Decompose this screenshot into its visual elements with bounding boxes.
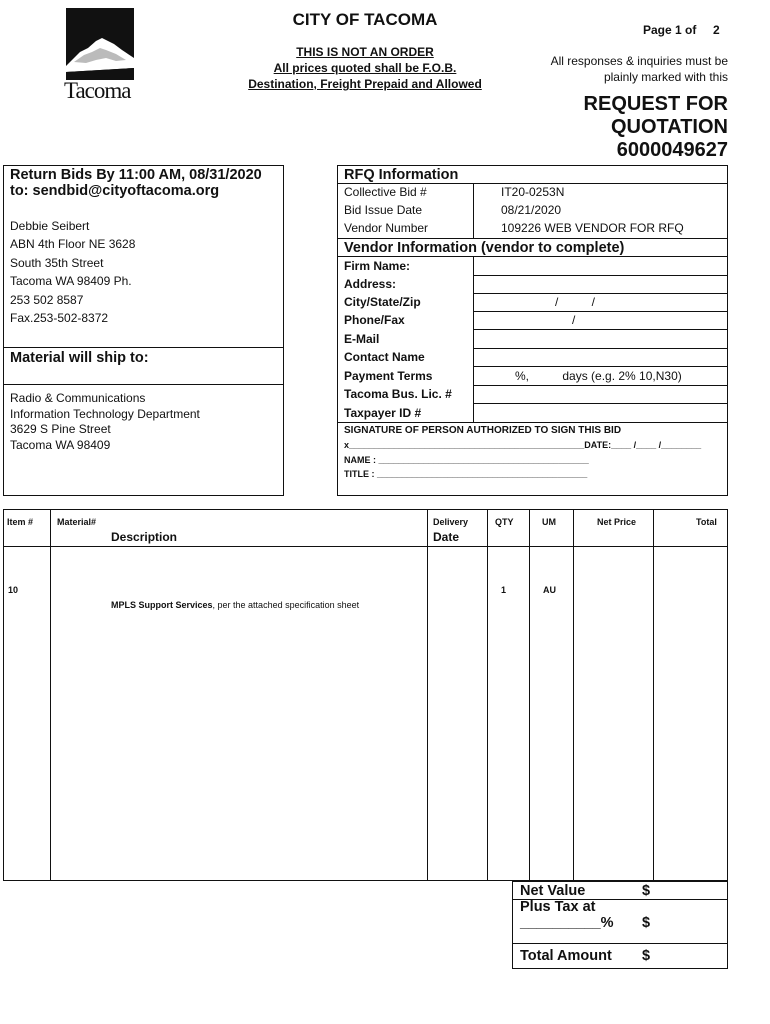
divider (337, 183, 728, 184)
phone-fax-field[interactable]: / (572, 313, 576, 327)
item-number-cell: 10 (8, 585, 19, 595)
ship-to-line: Radio & Communications (10, 391, 146, 405)
name-line[interactable]: NAME : __________________________________________ (344, 455, 589, 465)
rfq-title-line1: REQUEST FOR (583, 93, 728, 115)
inquiries-note-2: plainly marked with this (603, 70, 728, 84)
tax-rate-field[interactable]: __________% (520, 915, 614, 931)
rfq-info-label: Bid Issue Date (344, 203, 423, 217)
city-state-zip-label: City/State/Zip (344, 295, 421, 309)
material-header: Material# (57, 517, 97, 527)
column-divider (487, 509, 488, 881)
email-field[interactable] (473, 348, 728, 349)
net-value-currency: $ (642, 883, 651, 899)
net-price-header: Net Price (597, 517, 637, 527)
divider (473, 385, 728, 386)
firm-name-field[interactable] (473, 275, 728, 276)
fob-notice: All prices quoted shall be F.O.B. (273, 61, 457, 75)
ship-to-heading: Material will ship to: (10, 350, 149, 366)
contact-line: 253 502 8587 (10, 293, 84, 307)
contact-line: Tacoma WA 98409 Ph. (10, 274, 132, 288)
divider (3, 384, 284, 385)
um-header: UM (542, 517, 556, 527)
ship-to-line: Tacoma WA 98409 (10, 438, 111, 452)
taxpayer-id-field[interactable] (337, 422, 728, 423)
payment-terms-label: Payment Terms (344, 369, 433, 383)
page-label: Page 1 of (643, 23, 697, 37)
item-number-header: Item # (7, 517, 34, 527)
title-line[interactable]: TITLE : __________________________________________ (344, 469, 588, 479)
item-description-rest: , per the attached specification sheet (212, 600, 360, 610)
divider (473, 311, 728, 312)
description-header: Description (111, 530, 178, 544)
return-bids-deadline: Return Bids By 11:00 AM, 08/31/2020 (10, 167, 262, 183)
business-license-field[interactable] (473, 403, 728, 404)
net-value-label: Net Value (520, 883, 586, 899)
divider (512, 943, 728, 944)
vendor-number-value: 109226 WEB VENDOR FOR RFQ (501, 221, 684, 235)
column-divider (427, 509, 428, 881)
taxpayer-id-label: Taxpayer ID # (344, 406, 422, 420)
tacoma-logo (66, 8, 134, 109)
address-field[interactable] (473, 293, 728, 294)
column-divider (50, 509, 51, 881)
qty-header: QTY (495, 517, 514, 527)
plus-tax-label: Plus Tax at (520, 899, 596, 915)
firm-name-label: Firm Name: (344, 259, 411, 273)
contact-line: Debbie Seibert (10, 219, 90, 233)
freight-notice: Destination, Freight Prepaid and Allowed (248, 77, 482, 91)
table-header-divider (3, 546, 728, 547)
contact-name-label: Contact Name (344, 350, 425, 364)
contact-name-field[interactable] (473, 366, 728, 367)
divider (473, 183, 474, 238)
divider (473, 329, 728, 330)
city-title: CITY OF TACOMA (292, 10, 438, 29)
address-label: Address: (344, 277, 397, 291)
date-header: Date (433, 530, 460, 544)
ship-to-line: Information Technology Department (10, 407, 200, 421)
tax-currency: $ (642, 915, 651, 931)
column-divider (529, 509, 530, 881)
divider (473, 256, 474, 423)
delivery-header: Delivery (433, 517, 469, 527)
item-um-cell: AU (543, 585, 556, 595)
ship-to-line: 3629 S Pine Street (10, 422, 111, 436)
collective-bid-value: IT20-0253N (501, 185, 565, 199)
vendor-info-heading: Vendor Information (vendor to complete) (344, 240, 625, 256)
divider (337, 256, 728, 257)
business-license-label: Tacoma Bus. Lic. # (344, 387, 452, 401)
contact-line: ABN 4th Floor NE 3628 (10, 237, 136, 251)
contact-line: Fax.253-502-8372 (10, 311, 109, 325)
total-amount-label: Total Amount (520, 948, 612, 964)
total-header: Total (696, 517, 717, 527)
item-qty-cell: 1 (501, 585, 507, 595)
contact-line: South 35th Street (10, 256, 104, 270)
not-an-order-notice: THIS IS NOT AN ORDER (296, 45, 434, 59)
bid-issue-date-value: 08/21/2020 (501, 203, 562, 217)
item-description-cell (111, 600, 359, 610)
rfq-info-label: Vendor Number (344, 221, 429, 235)
total-amount-currency: $ (642, 948, 651, 964)
email-label: E-Mail (344, 332, 380, 346)
rfq-info-heading: RFQ Information (344, 167, 459, 183)
item-description-bold: MPLS Support Services (111, 600, 213, 610)
city-state-zip-field[interactable]: / / (555, 295, 596, 309)
column-divider (573, 509, 574, 881)
inquiries-note-1: All responses & inquiries must be (550, 54, 728, 68)
phone-fax-label: Phone/Fax (344, 313, 405, 327)
return-bids-email: to: sendbid@cityoftacoma.org (10, 183, 220, 199)
rfq-info-label: Collective Bid # (344, 185, 427, 199)
divider (3, 347, 284, 348)
rfq-title-line2: QUOTATION (610, 116, 728, 138)
signature-heading: SIGNATURE OF PERSON AUTHORIZED TO SIGN THIS BID (344, 425, 622, 436)
payment-terms-field[interactable]: %, days (e.g. 2% 10,N30) (515, 369, 682, 383)
rfq-number: 6000049627 (616, 139, 728, 161)
page-total: 2 (713, 23, 720, 37)
items-table (3, 509, 728, 881)
divider (337, 238, 728, 239)
logo-wordmark: Tacoma (64, 78, 131, 103)
signature-line[interactable]: x_______________________________________________DATE:____ /____ /________ (344, 440, 702, 450)
column-divider (653, 509, 654, 881)
